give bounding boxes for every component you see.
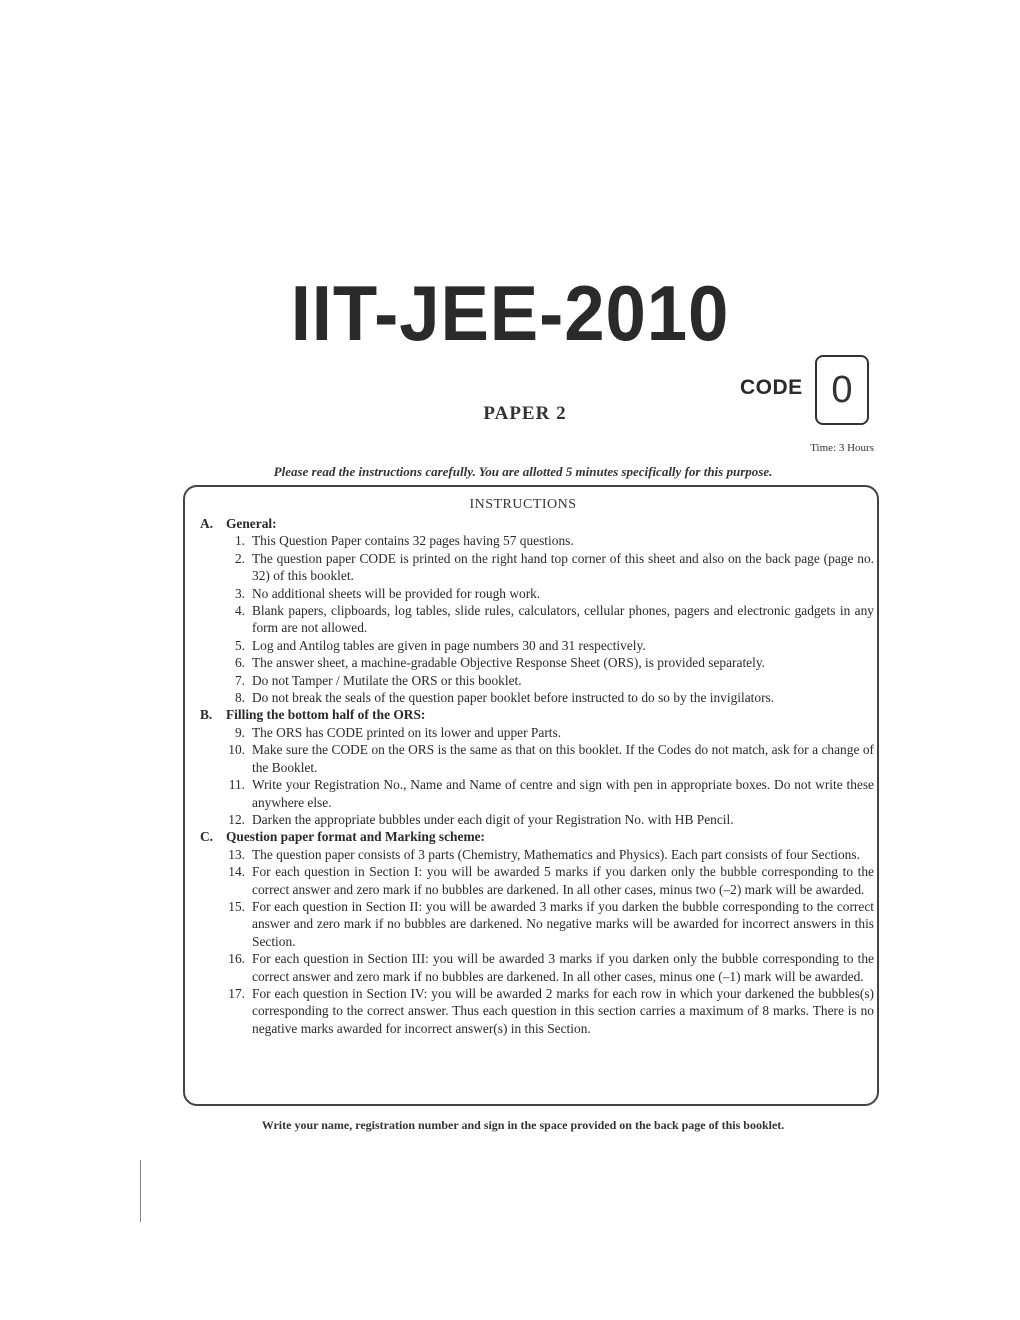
item-number: 13. xyxy=(228,846,245,862)
item-text: For each question in Section I: you will be awarded 5 marks if you darken only the bubble corresponding to the correct answer and zero mark if no bubbles are darkened. In all other cases, minus two (–2) mark will be awarded. xyxy=(252,864,874,897)
list-item xyxy=(200,985,874,1037)
paper-label: PAPER 2 xyxy=(483,403,567,424)
item-text: The question paper consists of 3 parts (Chemistry, Mathematics and Physics). Each part consists of four Sections. xyxy=(252,846,860,862)
list-item xyxy=(200,689,874,706)
code-box: 0 xyxy=(815,355,869,425)
section-heading xyxy=(200,515,874,532)
list-item xyxy=(200,585,874,602)
item-number: 12. xyxy=(228,811,245,827)
list-item xyxy=(200,741,874,776)
item-text: Darken the appropriate bubbles under each digit of your Registration No. with HB Pencil. xyxy=(252,811,734,827)
item-text: For each question in Section III: you will be awarded 3 marks if you darken only the bubble corresponding to the correct answer and zero mark if no bubbles are darkened. In all other cases, minus one (–1) mark will be awarded. xyxy=(252,951,874,984)
item-number: 1. xyxy=(234,533,245,549)
item-text: The question paper CODE is printed on the right hand top corner of this sheet and also on the back page (page no. 32) of this booklet. xyxy=(252,550,874,584)
item-number: 7. xyxy=(234,672,245,688)
item-text: Do not Tamper / Mutilate the ORS or this booklet. xyxy=(252,672,522,688)
code-label: CODE xyxy=(740,376,803,399)
item-text: Do not break the seals of the question paper booklet before instructed to do so by the invigilators. xyxy=(252,690,775,706)
item-text: For each question in Section II: you will be awarded 3 marks if you darken the bubble corresponding to the correct answer and zero mark if no bubbles are darkened. No negative marks will be awarded for incorrect answers in this Section. xyxy=(252,898,874,949)
item-number: 11. xyxy=(228,777,245,793)
list-item xyxy=(200,637,874,654)
instructions-content xyxy=(200,515,874,1037)
list-item xyxy=(200,846,874,863)
item-text: Blank papers, clipboards, log tables, slide rules, calculators, cellular phones, pagers and electronic gadgets in any form are not allowed. xyxy=(252,603,874,636)
item-text: Write your Registration No., Name and Name of centre and sign with pen in appropriate boxes. Do not write these anywhere else. xyxy=(252,777,874,810)
list-item xyxy=(200,724,874,741)
item-number: 14. xyxy=(228,864,245,880)
exam-title: IIT-JEE-2010 xyxy=(290,269,730,357)
item-number: 10. xyxy=(228,742,245,758)
section-heading xyxy=(200,706,874,723)
instructions-title: INSTRUCTIONS xyxy=(469,497,577,512)
section-letter: C. xyxy=(200,829,214,845)
section-letter: A. xyxy=(200,516,214,531)
list-item xyxy=(200,950,874,985)
footer-note: Write your name, registration number and sign in the space provided on the back page of this booklet. xyxy=(261,1118,785,1132)
item-text: The ORS has CODE printed on its lower and upper Parts. xyxy=(252,724,562,740)
item-number: 5. xyxy=(234,637,245,653)
item-text: For each question in Section IV: you will be awarded 2 marks for each row in which your darkened the bubbles(s) corresponding to the correct answer. Thus each question in this section carries a maximum of 8 marks. There is no negative marks awarded for incorrect answer(s) in this Section. xyxy=(252,985,874,1036)
item-text: This Question Paper contains 32 pages having 57 questions. xyxy=(252,533,574,549)
section-heading xyxy=(200,828,874,845)
list-item xyxy=(200,811,874,828)
item-text: Log and Antilog tables are given in page numbers 30 and 31 respectively. xyxy=(252,637,646,653)
item-number: 6. xyxy=(234,655,245,671)
time-label: Time: 3 Hours xyxy=(810,442,874,454)
list-item xyxy=(200,672,874,689)
section-title: Filling the bottom half of the ORS: xyxy=(226,707,426,723)
item-number: 4. xyxy=(234,603,245,619)
item-number: 16. xyxy=(228,951,245,967)
item-number: 17. xyxy=(228,985,245,1001)
list-item xyxy=(200,602,874,637)
item-number: 9. xyxy=(234,724,245,740)
item-text: No additional sheets will be provided for rough work. xyxy=(252,585,541,601)
list-item xyxy=(200,898,874,950)
instructions-note: Please read the instructions carefully. You are allotted 5 minutes specifically for this purpose. xyxy=(273,464,773,479)
section-title: General: xyxy=(226,516,277,531)
item-number: 3. xyxy=(234,585,245,601)
list-item xyxy=(200,550,874,585)
list-item xyxy=(200,863,874,898)
section-letter: B. xyxy=(200,707,213,723)
list-item xyxy=(200,776,874,811)
list-item xyxy=(200,654,874,671)
item-number: 2. xyxy=(234,550,245,566)
item-number: 15. xyxy=(228,898,245,914)
item-text: Make sure the CODE on the ORS is the same as that on this booklet. If the Codes do not match, ask for a change of the Booklet. xyxy=(252,742,874,775)
margin-line xyxy=(140,1160,141,1222)
item-text: The answer sheet, a machine-gradable Objective Response Sheet (ORS), is provided separately. xyxy=(252,655,766,671)
list-item xyxy=(200,532,874,549)
section-title: Question paper format and Marking scheme: xyxy=(226,829,485,845)
item-number: 8. xyxy=(234,690,245,706)
